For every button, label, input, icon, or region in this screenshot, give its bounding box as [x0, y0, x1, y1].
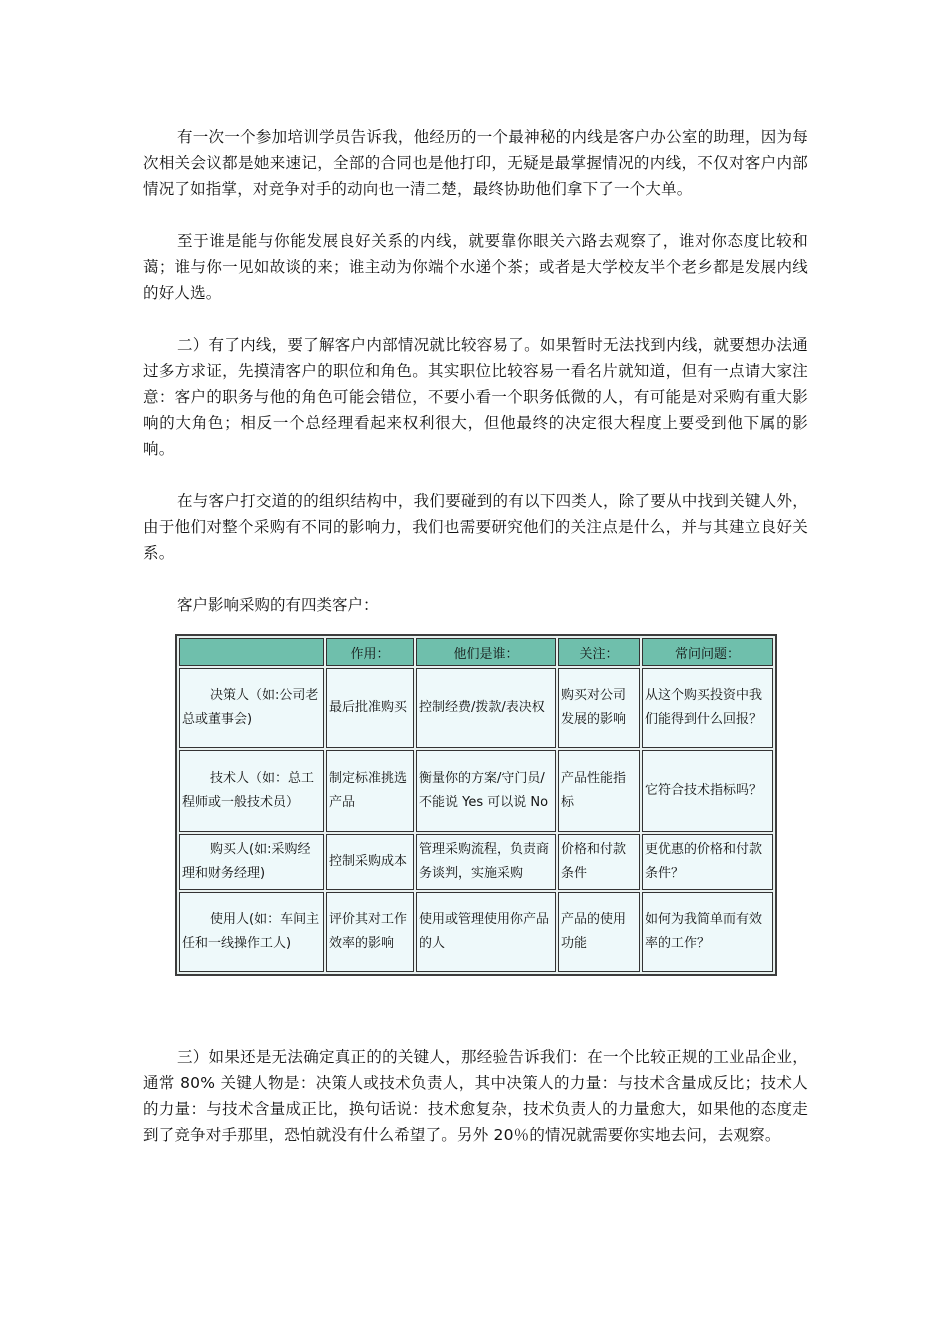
table-caption: 客户影响采购的有四类客户：	[177, 596, 379, 614]
header-focus: 关注：	[558, 638, 640, 666]
document-body	[143, 124, 808, 618]
cell-function: 制定标准挑选产品	[326, 750, 414, 832]
cell-who: 控制经费/拨款/表决权	[416, 668, 556, 748]
header-who: 他们是谁：	[416, 638, 556, 666]
header-function: 作用：	[326, 638, 414, 666]
cell-function: 控制采购成本	[326, 834, 414, 890]
cell-function: 最后批准购买	[326, 668, 414, 748]
table-row	[179, 834, 773, 890]
cell-who: 衡量你的方案/守门员/不能说 Yes 可以说 No	[416, 750, 556, 832]
cell-question: 它符合技术指标吗？	[642, 750, 773, 832]
cell-question: 如何为我简单而有效率的工作？	[642, 892, 773, 972]
table-header-row	[179, 638, 773, 666]
header-questions: 常问问题：	[642, 638, 773, 666]
paragraph-insider-assistant: 有一次一个参加培训学员告诉我，他经历的一个最神秘的内线是客户办公室的助理，因为每次相关会议都是她来速记，全部的合同也是他打印，无疑是最掌握情况的内线，不仅对客户内部情况了如指掌，对竞争对手的动向也一清二楚，最终协助他们拿下了一个大单。	[143, 128, 808, 198]
cell-who: 使用或管理使用你产品的人	[416, 892, 556, 972]
cell-focus: 价格和付款条件	[558, 834, 640, 890]
cell-question: 更优惠的价格和付款条件？	[642, 834, 773, 890]
cell-focus: 购买对公司发展的影响	[558, 668, 640, 748]
cell-role: 技术人（如：总工程师或一般技术员）	[179, 750, 324, 832]
customer-roles-table-wrapper	[175, 634, 775, 976]
cell-focus: 产品性能指标	[558, 750, 640, 832]
cell-question: 从这个购买投资中我们能得到什么回报？	[642, 668, 773, 748]
table-row	[179, 668, 773, 748]
table-row	[179, 750, 773, 832]
table-row	[179, 892, 773, 972]
paragraph-four-types: 在与客户打交道的的组织结构中，我们要碰到的有以下四类人，除了要从中找到关键人外，由于他们对整个采购有不同的影响力，我们也需要研究他们的关注点是什么，并与其建立良好关系。	[143, 492, 808, 562]
cell-who: 管理采购流程，负责商务谈判，实施采购	[416, 834, 556, 890]
cell-focus: 产品的使用功能	[558, 892, 640, 972]
cell-role: 购买人(如:采购经理和财务经理)	[179, 834, 324, 890]
customer-roles-table	[175, 634, 777, 976]
paragraph-section-three: 三）如果还是无法确定真正的的关键人，那经验告诉我们：在一个比较正规的工业品企业，通常 80% 关键人物是：决策人或技术负责人，其中决策人的力量：与技术含量成反比；技术人的力量：与技术含量成正比，换句话说：技术愈复杂，技术负责人的力量愈大，如果他的态度走到了竞争对手那里，恐怕就没有什么希望了。另外 20％的情况就需要你实地去问，去观察。	[143, 1048, 808, 1144]
paragraph-choose-insider: 至于谁是能与你能发展良好关系的内线，就要靠你眼关六路去观察了，谁对你态度比较和蔼；谁与你一见如故谈的来；谁主动为你端个水递个茶；或者是大学校友半个老乡都是发展内线的好人选。	[143, 232, 808, 302]
header-role	[179, 638, 324, 666]
cell-role: 决策人（如:公司老总或董事会)	[179, 668, 324, 748]
cell-function: 评价其对工作效率的影响	[326, 892, 414, 972]
paragraph-section-two: 二）有了内线，要了解客户内部情况就比较容易了。如果暂时无法找到内线，就要想办法通过多方求证，先摸清客户的职位和角色。其实职位比较容易一看名片就知道，但有一点请大家注意：客户的职务与他的角色可能会错位，不要小看一个职务低微的人，有可能是对采购有重大影响的大角色；相反一个总经理看起来权利很大，但他最终的决定很大程度上要受到他下属的影响。	[143, 336, 808, 458]
document-body-bottom	[143, 1044, 808, 1148]
cell-role: 使用人(如：车间主任和一线操作工人)	[179, 892, 324, 972]
